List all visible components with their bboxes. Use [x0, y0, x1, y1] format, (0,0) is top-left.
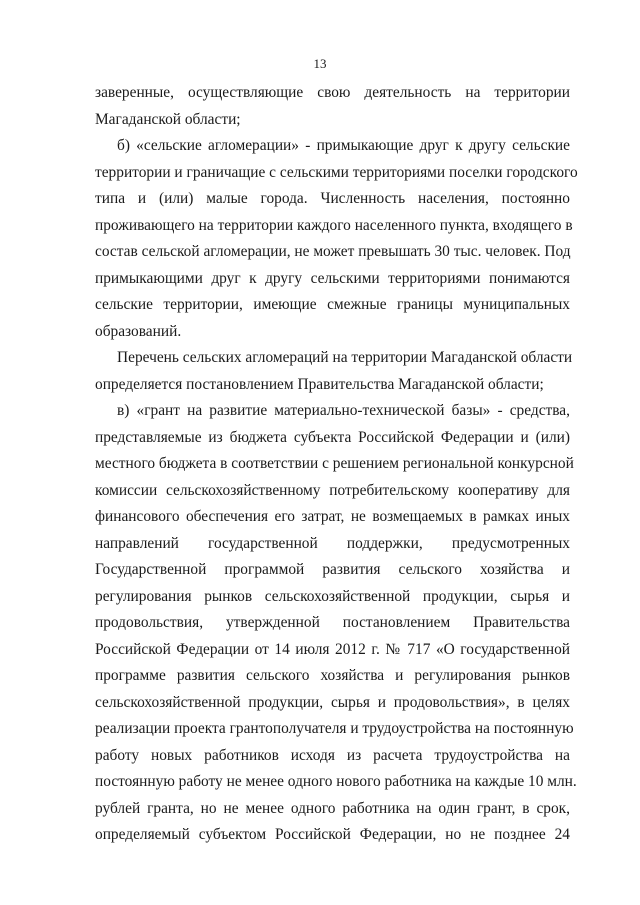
text-line: Государственной программой развития сельского хозяйства и — [95, 561, 570, 578]
text-line: заверенные, осуществляющие свою деятельность на территории — [95, 84, 570, 101]
text-line: работу новых работников исходя из расчета трудоустройства на — [95, 746, 570, 764]
text-line: представляемые из бюджета субъекта Российской Федерации и (или) — [95, 428, 570, 446]
text-line: программе развития сельского хозяйства и регулирования рынков — [95, 667, 570, 684]
text-line: определяется постановлением Правительства Магаданской области; — [95, 375, 544, 393]
text-line: примыкающими друг к другу сельскими территориями понимаются — [95, 269, 570, 287]
text-line: регулирования рынков сельскохозяйственной продукции, сырья и — [95, 587, 570, 605]
text-line: определяемый субъектом Российской Федерации, но не позднее 24 — [95, 826, 570, 843]
document-body — [95, 80, 578, 849]
text-line: сельские территории, имеющие смежные границы муниципальных — [95, 296, 570, 313]
text-line: местного бюджета в соответствии с решением региональной конкурсной — [95, 455, 574, 472]
text-line: реализации проекта грантополучателя и трудоустройства на постоянную — [95, 720, 574, 737]
text-line: б) «сельские агломерации» - примыкающие друг к другу сельские — [117, 137, 570, 154]
text-line: Магаданской области; — [95, 110, 241, 128]
text-line: финансового обеспечения его затрат, не возмещаемых в рамках иных — [95, 508, 570, 525]
text-line: сельскохозяйственной продукции, сырья и продовольствия», в целях — [95, 693, 570, 711]
text-line: образований. — [95, 322, 182, 340]
text-line: направлений государственной поддержки, предусмотренных — [95, 534, 570, 552]
text-line: Российской Федерации от 14 июля 2012 г. № 717 «О государственной — [95, 640, 570, 658]
text-line: территории и граничащие с сельскими территориями поселки городского — [95, 163, 578, 181]
text-line: продовольствия, утвержденной постановлением Правительства — [95, 614, 570, 631]
page-number: 13 — [313, 56, 327, 71]
text-line: постоянную работу не менее одного нового работника на каждые 10 млн. — [95, 773, 577, 790]
text-line: состав сельской агломерации, не может превышать 30 тыс. человек. Под — [95, 243, 571, 260]
text-line: Перечень сельских агломераций на территории Магаданской области — [117, 349, 573, 366]
text-line: в) «грант на развитие материально-технической базы» - средства, — [117, 402, 570, 419]
text-line: проживающего на территории каждого населенного пункта, входящего в — [95, 216, 573, 234]
text-line: рублей гранта, но не менее одного работника на один грант, в срок, — [95, 799, 570, 817]
text-line: комиссии сельскохозяйственному потребительскому кооперативу для — [95, 481, 570, 499]
text-line: типа и (или) малые города. Численность населения, постоянно — [95, 190, 570, 207]
